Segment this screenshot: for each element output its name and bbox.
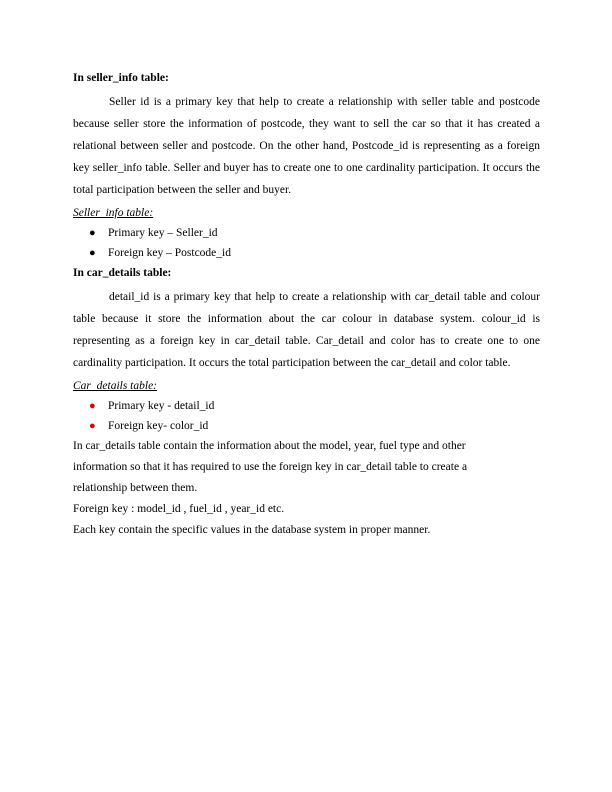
seller-info-paragraph: Seller id is a primary key that help to create a relationship with seller table and postcode because seller store the information of postcode, they want to sell the car so that it has created a relational between seller and postcode. On the other hand, Postcode_id is representing as a foreign key seller_info table. Seller and buyer has to create one to one cardinality participation. It occurs the total participation between the seller and buyer. [73, 96, 540, 196]
section-heading-seller-info: In seller_info table: [73, 72, 169, 84]
car-details-key-list [73, 396, 540, 436]
list-item-text: Primary key – Seller_id [108, 227, 218, 239]
closing-line-3: relationship between them. [73, 482, 198, 494]
bullet-icon: ● [89, 400, 96, 412]
closing-line-2: information so that it has required to use the foreign key in car_detail table to create a [73, 461, 468, 473]
bullet-icon: ● [89, 227, 96, 239]
summary-line: Each key contain the specific values in the database system in proper manner. [73, 524, 431, 536]
bullet-icon: ● [89, 420, 96, 432]
bullet-icon: ● [89, 247, 96, 259]
seller-info-key-list [73, 223, 540, 263]
closing-line-1: In car_details table contain the information about the model, year, fuel type and other [73, 440, 466, 452]
list-item-text: Foreign key – Postcode_id [108, 247, 231, 259]
list-item [73, 223, 540, 243]
list-item [73, 243, 540, 263]
foreign-keys-line: Foreign key : model_id , fuel_id , year_id etc. [73, 503, 285, 515]
list-item-text: Foreign key- color_id [108, 420, 209, 432]
section-heading-car-details: In car_details table: [73, 267, 172, 279]
list-item [73, 416, 540, 436]
list-item-text: Primary key - detail_id [108, 400, 215, 412]
car-details-paragraph: detail_id is a primary key that help to create a relationship with car_detail table and colour table because it store the information about the car colour in database system. colour_id is representing as a foreign key in car_detail table. Car_detail and color has to create one to one cardinality participation. It occurs the total participation between the car_detail and color table. [73, 291, 540, 369]
car-details-subheading: Car_details table: [73, 380, 158, 392]
document-page [73, 70, 540, 541]
list-item [73, 396, 540, 416]
seller-info-subheading: Seller_info table: [73, 207, 154, 219]
